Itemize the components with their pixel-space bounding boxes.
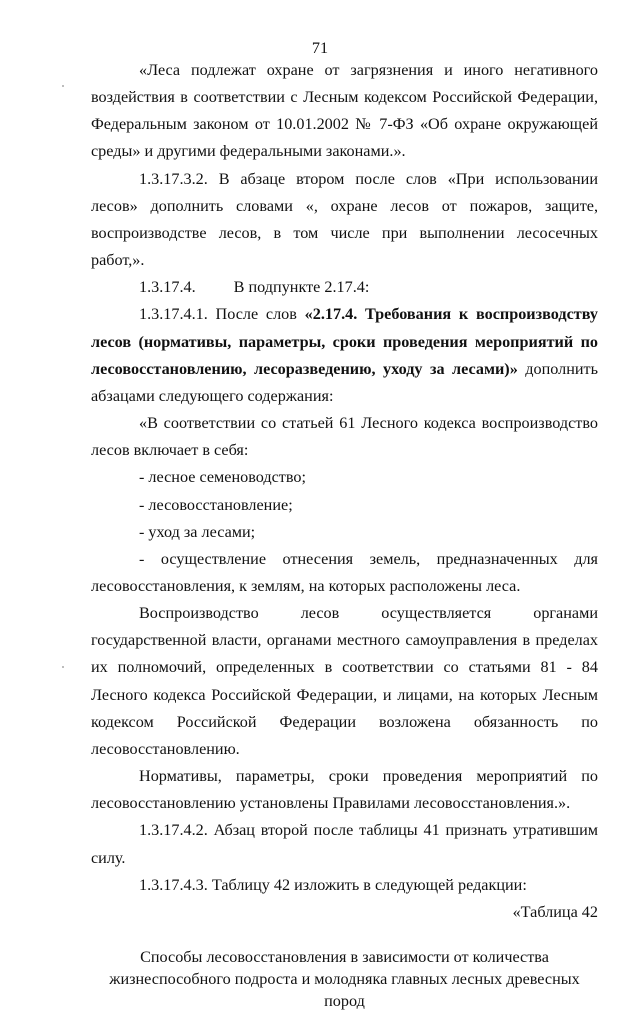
table-caption-line: жизнеспособного подроста и молодняка главных лесных древесных пород <box>109 970 580 1010</box>
paragraph-tail: дополнить абзацами следующего содержания: <box>91 359 598 405</box>
list-item: - лесовосстановление; <box>139 495 293 514</box>
paragraph-reproduction-bodies: Воспроизводство лесов осуществляется органами государственной власти, органами местного самоуправления в пределах их полномочий, определенных в соответствии со статьями 81 - 84 Лесного кодекса Российской Федерации, и лицами, на которых Лесным кодексом Российской Федерации возложена обязанность по лесовосстановлению. <box>91 604 598 758</box>
table-caption <box>91 946 598 1012</box>
paragraph-number: 1.3.17.4. <box>139 278 196 297</box>
list-item: - осуществление отнесения земель, предназначенных для лесовосстановления, к землям, на которых расположены леса. <box>91 549 598 595</box>
paragraph-bold-quote: «2.17.4. Требования к воспроизводству лесов (нормативы, параметры, сроки проведения мероприятий по лесовосстановлению, лесоразведению, уходу за лесами)» <box>91 305 598 378</box>
paragraph-1-3-17-4-1 <box>91 301 598 410</box>
paragraph-lead: 1.3.17.4.1. После слов <box>139 305 305 324</box>
paragraph-1-3-17-4 <box>91 274 598 301</box>
table-label: «Таблица 42 <box>512 902 598 921</box>
page-number: 71 <box>311 39 329 57</box>
table-caption-line: Способы лесовосстановления в зависимости от количества <box>140 948 549 966</box>
paragraph-1-3-17-4-2: 1.3.17.4.2. Абзац второй после таблицы 41 признать утратившим силу. <box>91 821 598 867</box>
paragraph-forest-protection: «Леса подлежат охране от загрязнения и иного негативного воздействия в соответствии с Лесным кодексом Российской Федерации, Федеральным законом от 10.01.2002 № 7-ФЗ «Об охране окружающей среды» и другими федеральными законами.». <box>91 61 598 161</box>
paragraph-1-3-17-3-2: 1.3.17.3.2. В абзаце втором после слов «При использовании лесов» дополнить словами «, охране лесов от пожаров, защите, воспроизводстве лесов, в том числе при выполнении лесосечных работ,». <box>91 169 598 270</box>
margin-mark <box>62 85 64 87</box>
paragraph-norms: Нормативы, параметры, сроки проведения мероприятий по лесовосстановлению установлены Правилами лесовосстановления.». <box>91 767 598 813</box>
paragraph-text: В подпункте 2.17.4: <box>233 278 370 297</box>
list-item: - лесное семеноводство; <box>139 468 307 487</box>
paragraph-1-3-17-4-3: 1.3.17.4.3. Таблицу 42 изложить в следующей редакции: <box>139 875 527 894</box>
list-item: - уход за лесами; <box>139 522 256 541</box>
paragraph-article-61: «В соответствии со статьей 61 Лесного кодекса воспроизводство лесов включает в себя: <box>91 414 598 460</box>
margin-mark <box>62 666 64 668</box>
document-body <box>91 57 598 1012</box>
